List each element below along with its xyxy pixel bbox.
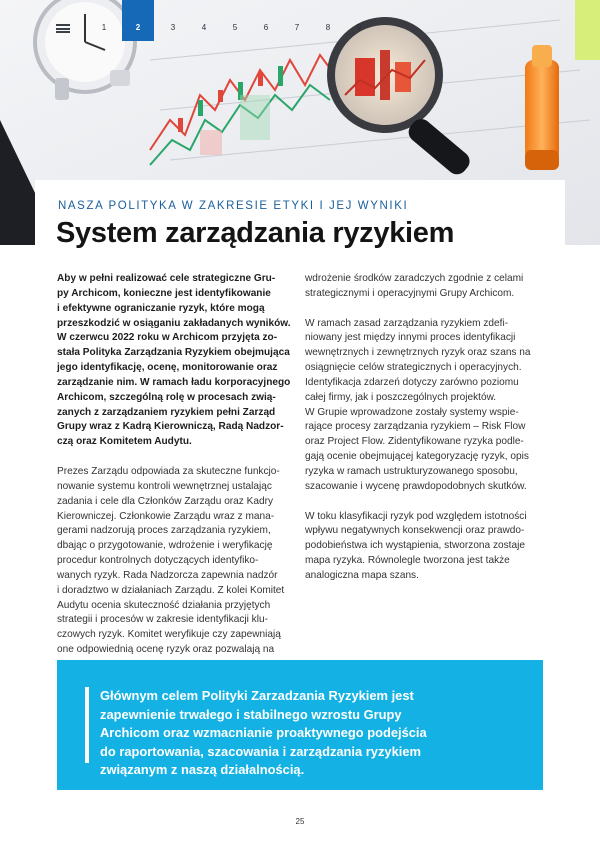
- nav-page-4[interactable]: 4: [201, 23, 207, 32]
- text-line: czowych ryzyk. Komitet weryfikuje czy zapewniają: [57, 629, 281, 641]
- text-line: oraz Project Flow. Zidentyfikowane ryzyka podle-: [305, 436, 524, 448]
- nav-page-9[interactable]: 9: [356, 23, 362, 32]
- text-line: strategicznymi i operacyjnymi Grupy Archicom.: [305, 287, 515, 299]
- nav-page-1[interactable]: 1: [101, 23, 107, 32]
- text-line: ryzyka w ramach ustrukturyzowanego sposobu,: [305, 465, 518, 477]
- text-line: rające procesy zarządzania ryzykiem – Risk Flow: [305, 421, 526, 433]
- quote-line: Głównym celem Polityki Zarzadzania Ryzykiem jest: [100, 688, 414, 703]
- text-line: wdrożenie środków zaradczych zgodnie z celami: [305, 273, 524, 284]
- text-line: procedur kontrolnych dotyczących identyfiko-: [57, 555, 259, 567]
- nav-page-7[interactable]: 7: [294, 23, 300, 32]
- text-line: stała Polityka Zarządzania Ryzykiem obejmująca: [57, 347, 290, 359]
- text-line: Aby w pełni realizować cele strategiczne Gru-: [57, 273, 276, 284]
- nav-page-2-label: 2: [135, 23, 141, 32]
- quote-line: do raportowania, szacowania i zarządzania ryzykiem: [100, 743, 421, 759]
- text-line: wewnętrznych i zewnętrznych ryzyk oraz szans na: [305, 347, 531, 359]
- right-column: [305, 272, 550, 599]
- left-column: [57, 272, 297, 673]
- page-number: 25: [295, 817, 305, 826]
- text-line: przeszkodzić w osiąganiu zakładanych wyników.: [57, 317, 291, 329]
- text-line: dbając o przygotowanie, wdrożenie i weryfikację: [57, 540, 273, 552]
- body-paragraph: [305, 510, 550, 584]
- text-line: szacowanie i wycenę prawdopodobnych skutków.: [305, 480, 527, 492]
- menu-icon[interactable]: [56, 24, 70, 33]
- title-card: [35, 180, 565, 260]
- text-line: nowanie systemu kontroli wewnętrznej ustalając: [57, 480, 272, 492]
- text-line: zanych z zarządzaniem ryzykiem pełni Zarząd: [57, 406, 276, 418]
- text-line: Grupy wraz z Kadrą Kierowniczą, Radą Nadzor-: [57, 421, 284, 433]
- text-line: wpływu negatywnych konsekwencji oraz prawdo-: [305, 525, 525, 537]
- quote-accent-bar: [85, 687, 89, 763]
- text-line: osiągnięcie celów strategicznych i operacyjnych.: [305, 362, 522, 374]
- text-line: podobieństwa ich wystąpienia, stworzona zostaje: [305, 540, 525, 552]
- nav-page-2-active[interactable]: [122, 0, 154, 41]
- text-line: mapa ryzyka. Równolegle tworzona jest także: [305, 555, 510, 567]
- text-line: W Grupie wprowadzone zostały systemy wspie-: [305, 406, 519, 418]
- text-line: py Archicom, konieczne jest identyfikowanie: [57, 287, 271, 299]
- text-line: gają ocenie obejmującej kategoryzację ryzyk, opis: [305, 451, 529, 463]
- text-line: one odpowiednią ocenę ryzyk oraz pozwalają na: [57, 644, 275, 656]
- text-line: i efektywne ograniczanie ryzyk, które mogą: [57, 302, 265, 314]
- nav-page-8[interactable]: 8: [325, 23, 331, 32]
- quote-line: Archicom oraz wzmacnianie proaktywnego podejścia: [100, 725, 427, 741]
- body-paragraph: [57, 465, 297, 658]
- highlighter-image: [525, 45, 559, 170]
- nav-page-5[interactable]: 5: [232, 23, 238, 32]
- quote-box: [57, 660, 543, 790]
- intro-paragraph: [57, 272, 297, 450]
- text-line: Archicom, szczególną rolę w procesach zwią-: [57, 391, 276, 403]
- section-eyebrow: NASZA POLITYKA W ZAKRESIE ETYKI I JEJ WYNIKI: [58, 200, 409, 212]
- text-line: jego identyfikację, ocenę, monitorowanie oraz: [57, 362, 278, 374]
- body-paragraph: [305, 272, 550, 302]
- text-line: całej firmy, jak i poszczególnych projektów.: [305, 391, 497, 403]
- text-line: zarządzanie nim. W ramach ładu korporacyjnego: [57, 376, 291, 388]
- text-line: czą oraz Komitetem Audytu.: [57, 436, 192, 448]
- text-line: Identyfikacja zdarzeń dotyczy zarówno poziomu: [305, 376, 519, 388]
- page-title: System zarządzania ryzykiem: [56, 217, 455, 249]
- text-line: Prezes Zarządu odpowiada za skuteczne funkcjo-: [57, 465, 280, 477]
- text-line: Kierowniczej. Członkowie Zarządu wraz z mana-: [57, 510, 275, 522]
- body-paragraph: [305, 317, 550, 495]
- nav-page-6[interactable]: 6: [263, 23, 269, 32]
- text-line: Audytu ocenia skuteczność działania przyjętych: [57, 599, 271, 611]
- text-line: zadania i cele dla Członków Zarządu oraz Kadry: [57, 495, 274, 507]
- nav-page-3[interactable]: 3: [170, 23, 176, 32]
- text-line: gerami nadzorują proces zarządzania ryzykiem,: [57, 525, 271, 537]
- text-line: W czerwcu 2022 roku w Archicom przyjęta zo-: [57, 332, 278, 344]
- text-line: W toku klasyfikacji ryzyk pod względem istotności: [305, 510, 527, 522]
- text-line: analogiczna mapa szans.: [305, 569, 419, 581]
- text-line: strategii i procesów w zakresie identyfikacji klu-: [57, 614, 268, 626]
- text-line: i doradztwo w działaniach Zarządu. Z kolei Komitet: [57, 584, 285, 596]
- page-navigation: [0, 0, 600, 41]
- text-line: niowany jest między innymi proces identyfikacji: [305, 332, 516, 344]
- quote-text: [100, 687, 530, 780]
- quote-line: związanym z naszą działalnością.: [100, 762, 305, 778]
- text-line: wanych ryzyk. Rada Nadzorcza zapewnia nadzór: [57, 569, 278, 581]
- text-line: W ramach zasad zarządzania ryzykiem zdefi-: [305, 317, 509, 329]
- quote-line: zapewnienie trwałego i stabilnego wzrostu Grupy: [100, 706, 402, 722]
